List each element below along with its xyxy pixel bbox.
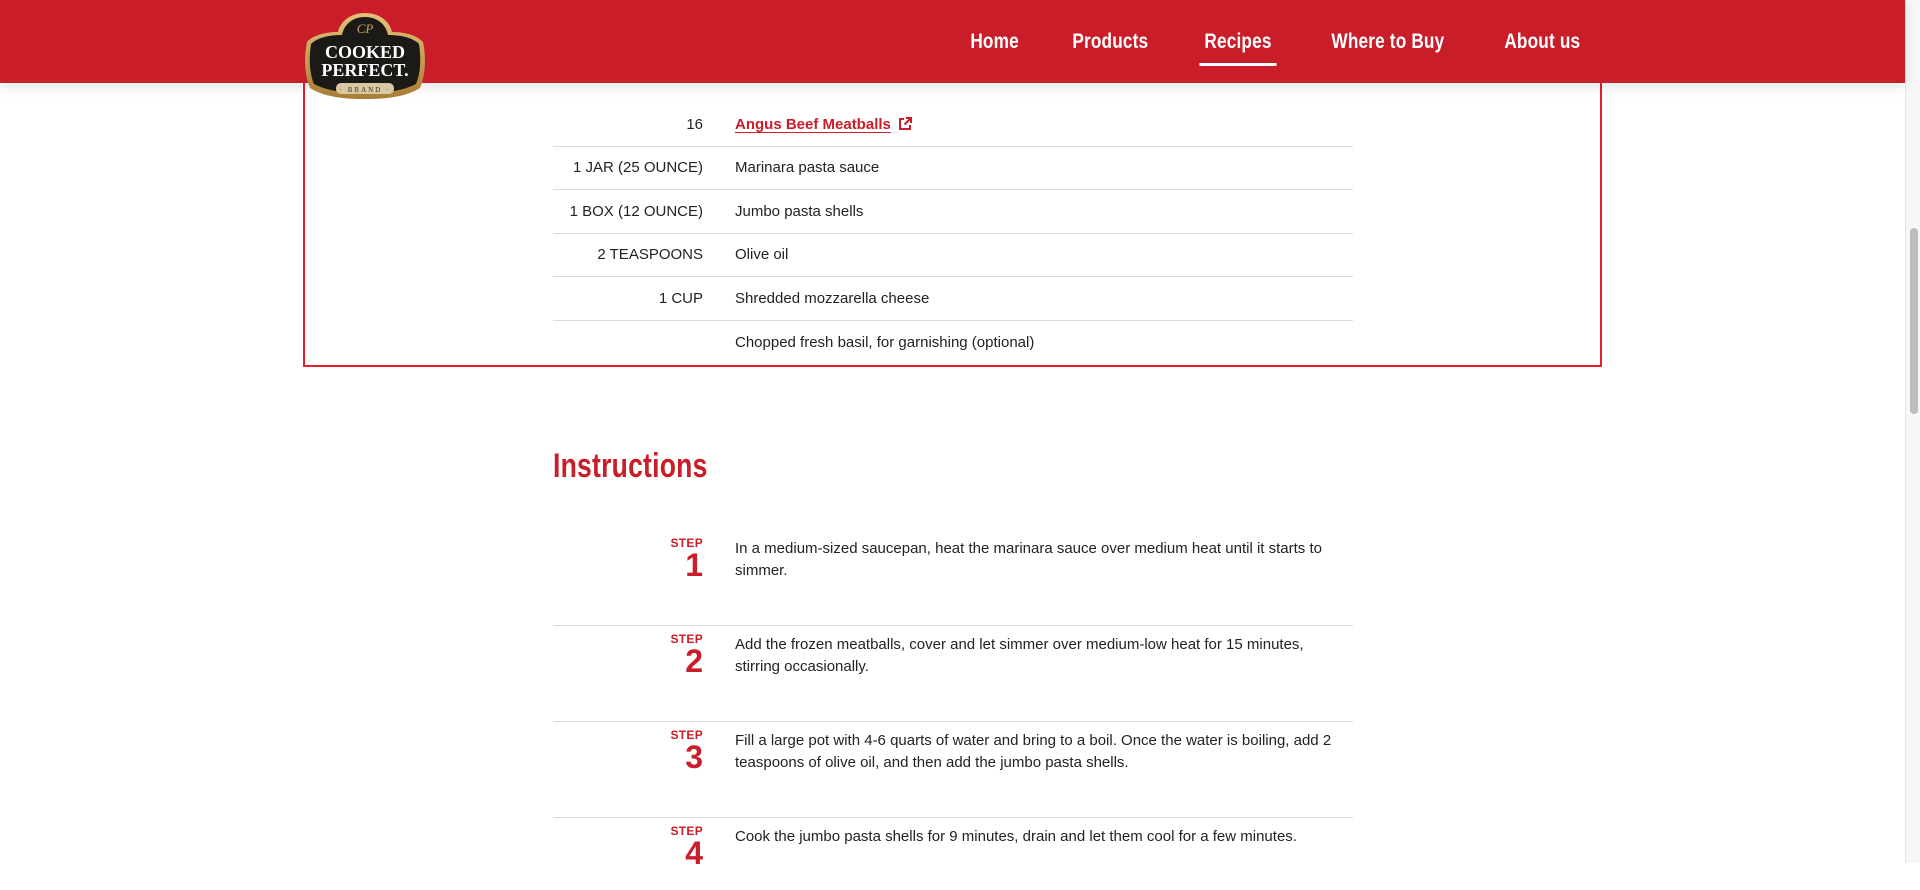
ingredient-name: Chopped fresh basil, for garnishing (optional)	[735, 333, 1035, 351]
ingredient-row	[553, 321, 1353, 365]
ingredient-row	[553, 103, 1353, 147]
ingredient-qty: 1 CUP	[658, 289, 703, 307]
ingredient-name: Jumbo pasta shells	[735, 202, 864, 220]
step-text: In a medium-sized saucepan, heat the marinara sauce over medium heat until it starts to simmer.	[735, 540, 1322, 579]
ingredient-qty: 1 BOX (12 OUNCE)	[569, 202, 703, 220]
instruction-steps	[553, 530, 1353, 890]
nav-home[interactable]: Home	[970, 29, 1019, 53]
step-text: Add the frozen meatballs, cover and let simmer over medium-low heat for 15 minutes, stirring occasionally.	[735, 636, 1304, 675]
page-scrollbar[interactable]	[1905, 0, 1920, 863]
step-text: Fill a large pot with 4-6 quarts of water and bring to a boil. Once the water is boiling, add 2 teaspoons of olive oil, and then add the jumbo pasta shells.	[735, 732, 1332, 771]
site-header	[0, 0, 1905, 83]
main-nav	[925, 0, 1589, 83]
ingredient-qty: 1 JAR (25 OUNCE)	[572, 159, 703, 177]
nav-products[interactable]: Products	[1072, 29, 1149, 53]
nav-recipes[interactable]: Recipes	[1204, 29, 1272, 53]
step-digit: 4	[685, 835, 703, 871]
svg-text:· BRAND ·: · BRAND ·	[339, 86, 391, 94]
nav-where-to-buy[interactable]: Where to Buy	[1331, 29, 1445, 53]
ingredient-qty: 2 TEASPOONS	[597, 246, 703, 264]
step-label: STEP	[670, 632, 703, 646]
scrollbar-thumb[interactable]	[1910, 228, 1918, 414]
instruction-step	[553, 818, 1353, 890]
svg-text:CP: CP	[356, 21, 374, 36]
step-number	[553, 728, 703, 817]
ingredient-name: Olive oil	[735, 246, 789, 264]
ingredient-row	[553, 234, 1353, 278]
ingredient-name: Marinara pasta sauce	[735, 159, 880, 177]
instruction-step	[553, 530, 1353, 626]
instruction-step	[553, 722, 1353, 818]
nav-about-us[interactable]: About us	[1504, 29, 1581, 53]
step-label: STEP	[670, 728, 703, 742]
svg-text:COOKED: COOKED	[324, 42, 406, 62]
step-digit: 1	[685, 547, 703, 583]
angus-beef-meatballs-link[interactable]: Angus Beef Meatballs	[735, 115, 891, 133]
ingredient-row	[553, 277, 1353, 321]
step-number	[553, 824, 703, 890]
svg-text:PERFECT.: PERFECT.	[321, 60, 409, 80]
step-number	[553, 536, 703, 625]
step-label: STEP	[670, 824, 703, 838]
step-number	[553, 632, 703, 721]
instruction-step	[553, 626, 1353, 722]
logo-badge-icon	[302, 12, 428, 100]
instructions-heading: Instructions	[553, 447, 708, 485]
ingredients-table	[553, 103, 1353, 364]
step-digit: 2	[685, 643, 703, 679]
external-link-icon[interactable]	[897, 116, 913, 132]
step-label: STEP	[670, 536, 703, 550]
ingredient-name: Shredded mozzarella cheese	[735, 289, 930, 307]
ingredient-row	[553, 190, 1353, 234]
ingredient-row	[553, 147, 1353, 191]
brand-logo[interactable]	[302, 12, 428, 100]
step-digit: 3	[685, 739, 703, 775]
step-text: Cook the jumbo pasta shells for 9 minutes, drain and let them cool for a few minutes.	[735, 828, 1297, 845]
ingredient-qty: 16	[686, 115, 703, 133]
